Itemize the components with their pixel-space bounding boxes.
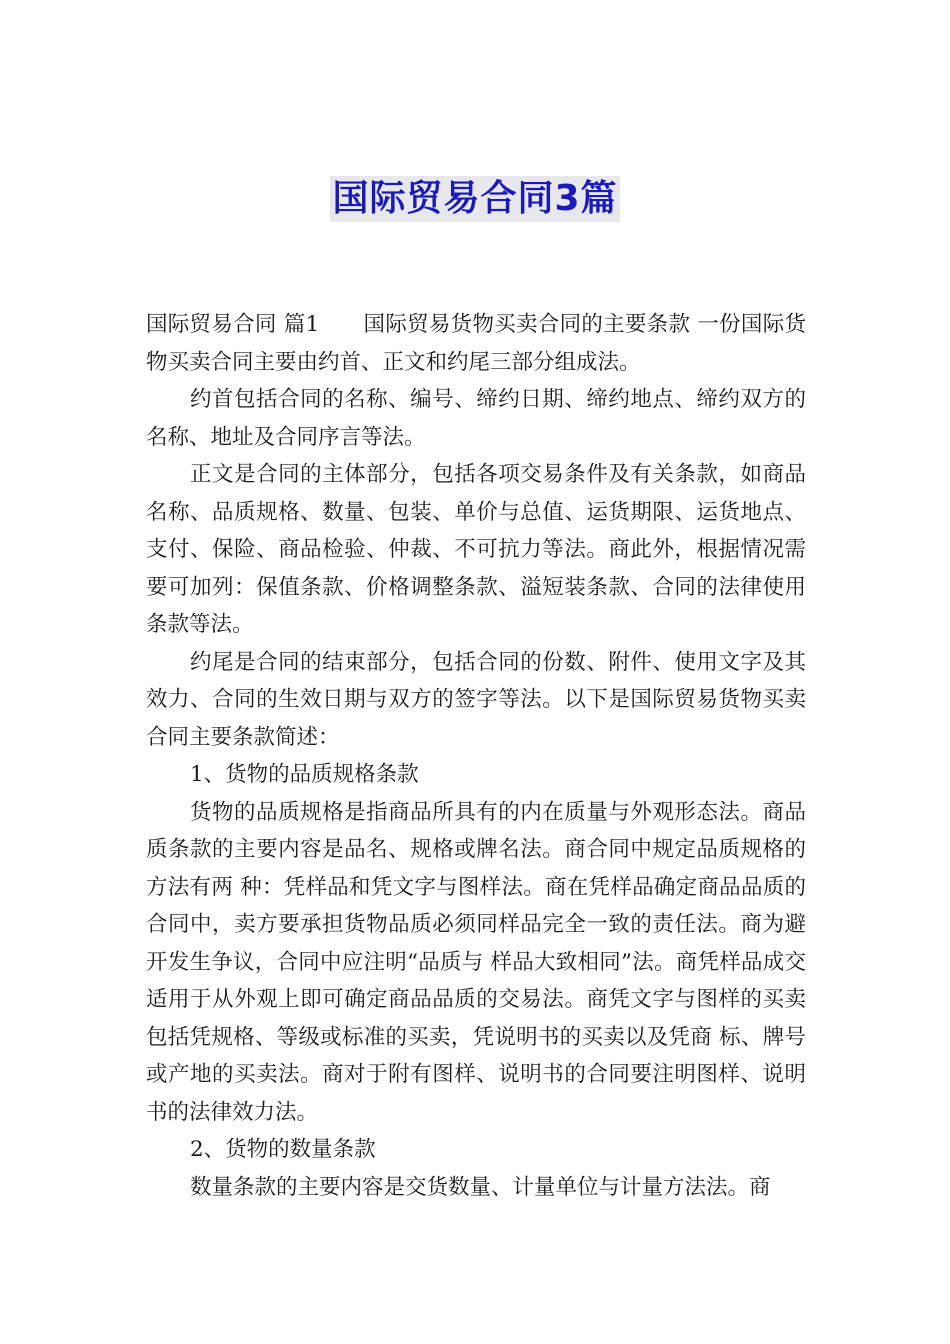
- paragraph-main-body: 正文是合同的主体部分，包括各项交易条件及有关条款，如商品名称、品质规格、数量、包装、单价与总值、运货期限、运货地点、支付、保险、商品检验、仲裁、不可抗力等法。商此外，根据情况需要可加列：保值条款、价格调整条款、溢短装条款、合同的法律使用条款等法。: [146, 462, 806, 637]
- document-title: 国际贸易合同3篇: [330, 176, 619, 222]
- intro-text: 国际贸易货物买卖合同的主要条款 一份国际货物买卖合同主要由约首、正文和约尾三部分组成法。: [146, 312, 806, 375]
- paragraph-preamble: 约首包括合同的名称、编号、缔约日期、缔约地点、缔约双方的名称、地址及合同序言等法。: [146, 387, 806, 450]
- document-body: [146, 306, 806, 1206]
- section-heading-quantity: 2、货物的数量条款: [190, 1137, 376, 1162]
- title-container: [0, 176, 950, 222]
- paragraph-ending: 约尾是合同的结束部分，包括合同的份数、附件、使用文字及其效力、合同的生效日期与双方的签字等法。以下是国际贸易货物买卖合同主要条款简述：: [146, 649, 806, 750]
- intro-paragraph: [146, 306, 806, 381]
- paragraph-quantity: 数量条款的主要内容是交货数量、计量单位与计量方法法。商: [190, 1174, 771, 1200]
- intro-label: 国际贸易合同 篇1: [146, 312, 320, 337]
- paragraph-quality: 货物的品质规格是指商品所具有的内在质量与外观形态法。商品质条款的主要内容是品名、规格或牌名法。商合同中规定品质规格的方法有两 种：凭样品和凭文字与图样法。商在凭样品确定商品品质的合同中，卖方要承担货物品质必须同样品完全一致的责任法。商为避开发生争议，合同中应注明“品质与 样品大致相同”法。商凭样品成交适用于从外观上即可确定商品品质的交易法。商凭文字与图样的买卖包括凭规格、等级或标准的买卖，凭说明书的买卖以及凭商 标、牌号或产地的买卖法。商对于附有图样、说明书的合同要注明图样、说明书的法律效力法。: [146, 799, 806, 1125]
- section-heading-quality: 1、货物的品质规格条款: [190, 762, 419, 787]
